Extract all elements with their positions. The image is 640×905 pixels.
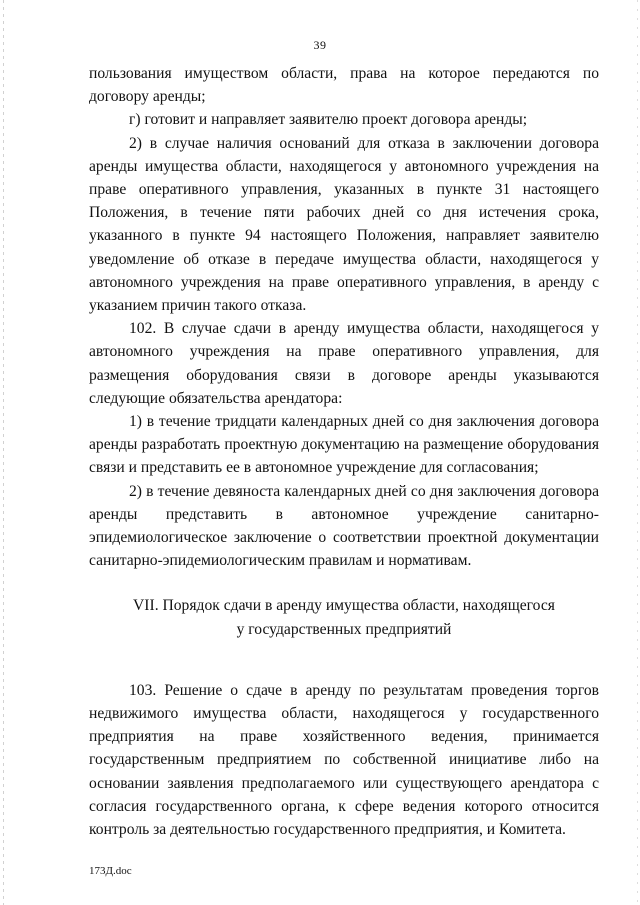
footer-filename: 173Д.doc xyxy=(89,865,132,877)
paragraph-continuation: пользования имуществом области, права на которое передаются по договору аренды; xyxy=(89,65,599,106)
scan-left-edge xyxy=(3,0,4,905)
paragraph-103: 103. Решение о сдаче в аренду по результатам проведения торгов недвижимого имущества области, находящегося у государственного предприятия на праве хозяйственного ведения, принимается государственным предприятием по собственной инициативе либо на основании заявления предполагаемого или существующего арендатора с согласия государственного органа, к сфере ведения которого относится контроль за деятельностью государственного предприятия, и Комитета. xyxy=(89,681,599,839)
document-body xyxy=(89,62,599,841)
section-spacer-top xyxy=(89,572,599,594)
paragraph-item-g: г) готовит и направляет заявителю проект договора аренды; xyxy=(129,111,528,129)
paragraph-102-item-1: 1) в течение тридцати календарных дней со дня заключения договора аренды разработать проектную документацию на размещение оборудования связи и представить ее в автономное учреждение для согласования; xyxy=(89,413,599,477)
section-heading-line-1: VII. Порядок сдачи в аренду имущества области, находящегося xyxy=(133,597,555,615)
page-number: 39 xyxy=(313,38,327,52)
paragraph-102: 102. В случае сдачи в аренду имущества области, находящегося у автономного учреждения на праве оперативного управления, для размещения оборудования связи в договоре аренды указываются следующие обязательства арендатора: xyxy=(89,320,599,407)
paragraph-item-2-refusal: 2) в случае наличия оснований для отказа в заключении договора аренды имущества области, находящегося у автономного учреждения на праве оперативного управления, указанных в пункте 31 настоящего Положения, в течение пяти рабочих дней со дня истечения срока, указанного в пункте 94 настоящего Положения, направляет заявителю уведомление об отказе в передаче имущества области, находящегося у автономного учреждения на праве оперативного управления, в аренду с указанием причин такого отказа. xyxy=(89,134,599,315)
paragraph-102-item-2: 2) в течение девяноста календарных дней со дня заключения договора аренды представить в автономное учреждение санитарно-эпидемиологическое заключение о соответствии проектной документации санитарно-эпидемиологическим правилам и нормативам. xyxy=(89,482,599,570)
section-spacer-bottom xyxy=(89,641,599,679)
scan-right-edge xyxy=(637,0,638,905)
section-heading-line-2: у государственных предприятий xyxy=(236,620,452,638)
